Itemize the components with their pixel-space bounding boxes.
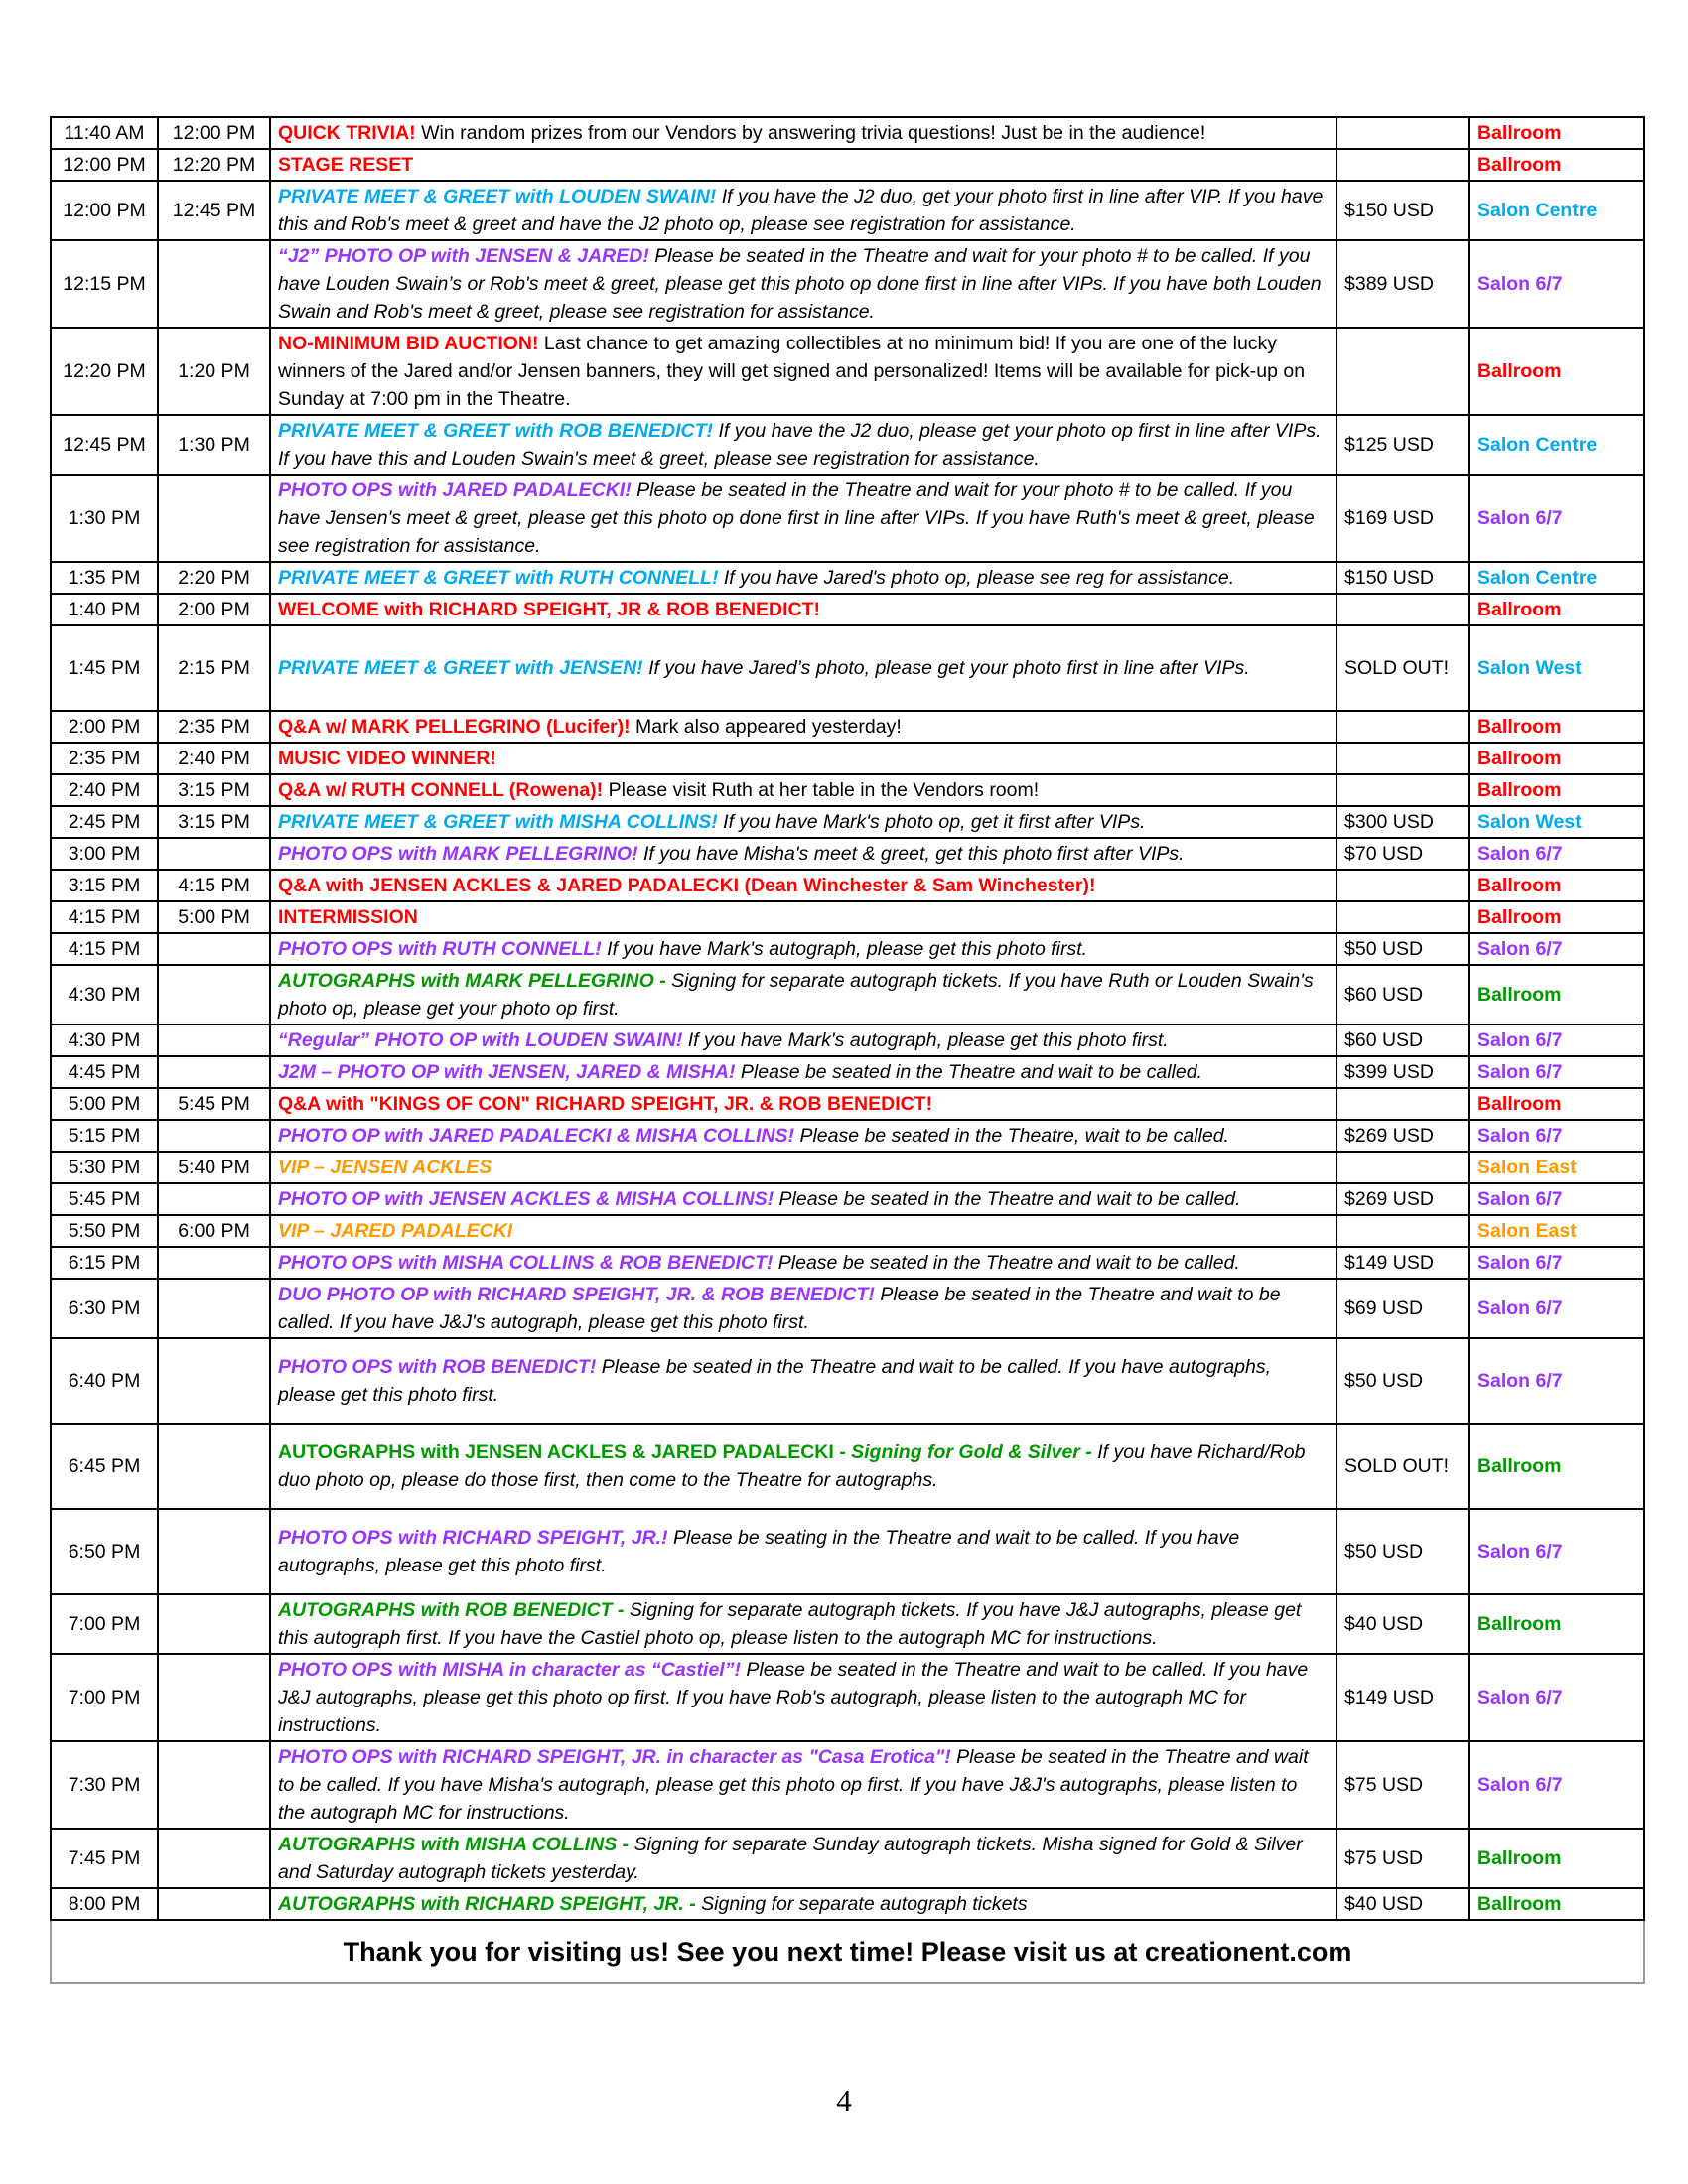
event-description <box>270 594 1336 625</box>
schedule-row <box>51 1888 1644 1920</box>
start-time: 1:30 PM <box>51 475 158 562</box>
room: Salon 6/7 <box>1469 1279 1644 1338</box>
end-time <box>158 1829 270 1888</box>
start-time: 6:50 PM <box>51 1509 158 1594</box>
end-time <box>158 1024 270 1056</box>
price: $389 USD <box>1336 240 1469 328</box>
end-time: 2:15 PM <box>158 625 270 711</box>
event-title: QUICK TRIVIA! <box>278 122 416 144</box>
end-time: 5:45 PM <box>158 1088 270 1120</box>
start-time: 2:00 PM <box>51 711 158 743</box>
room: Salon 6/7 <box>1469 475 1644 562</box>
room: Ballroom <box>1469 117 1644 149</box>
schedule-row <box>51 328 1644 415</box>
room: Ballroom <box>1469 870 1644 901</box>
schedule-row <box>51 1654 1644 1741</box>
event-details: Please be seated in the Theatre, wait to be called. <box>794 1125 1229 1147</box>
event-details: Please be seated in the Theatre and wait to be called. If you have autographs, please get this photo first. <box>278 1356 1272 1406</box>
room: Salon Centre <box>1469 562 1644 594</box>
event-title: PHOTO OPS with MARK PELLEGRINO! <box>278 843 638 865</box>
event-description <box>270 743 1336 774</box>
schedule-row <box>51 838 1644 870</box>
schedule-row <box>51 1247 1644 1279</box>
end-time <box>158 838 270 870</box>
price: $70 USD <box>1336 838 1469 870</box>
event-details: Win random prizes from our Vendors by answering trivia questions! Just be in the audience! <box>415 122 1206 144</box>
schedule-row <box>51 1152 1644 1183</box>
start-time: 5:45 PM <box>51 1183 158 1215</box>
event-details: If you have the J2 duo, get your photo first in line after VIP. If you have this and Rob's meet & greet and have the J2 photo op, please see registration for assistance. <box>278 186 1324 235</box>
schedule-row <box>51 1509 1644 1594</box>
room: Ballroom <box>1469 711 1644 743</box>
event-title: PRIVATE MEET & GREET with MISHA COLLINS! <box>278 811 718 833</box>
start-time: 4:15 PM <box>51 901 158 933</box>
event-description <box>270 1024 1336 1056</box>
price: $150 USD <box>1336 562 1469 594</box>
price: $75 USD <box>1336 1829 1469 1888</box>
event-title: AUTOGRAPHS with ROB BENEDICT - <box>278 1599 625 1621</box>
event-title: AUTOGRAPHS with MARK PELLEGRINO - <box>278 970 666 992</box>
event-description <box>270 870 1336 901</box>
room: Ballroom <box>1469 743 1644 774</box>
event-details: Please be seated in the Theatre and wait to be called. If you have J&J's autograph, please get this photo first. <box>278 1284 1281 1333</box>
event-description <box>270 711 1336 743</box>
event-description <box>270 240 1336 328</box>
price <box>1336 901 1469 933</box>
event-title: PHOTO OP with JARED PADALECKI & MISHA COLLINS! <box>278 1125 795 1147</box>
room: Salon 6/7 <box>1469 1654 1644 1741</box>
schedule-row <box>51 743 1644 774</box>
event-title: PHOTO OP with JENSEN ACKLES & MISHA COLLINS! <box>278 1188 774 1210</box>
schedule-body <box>51 117 1644 1920</box>
event-details: Signing for separate Sunday autograph tickets. Misha signed for Gold & Silver and Saturday autograph tickets yesterday. <box>278 1834 1303 1883</box>
schedule-row <box>51 149 1644 181</box>
event-details: Signing for separate autograph tickets. If you have J&J autographs, please get this autograph first. If you have the Castiel photo op, please listen to the autograph MC for instructions. <box>278 1599 1302 1649</box>
event-details: Please be seated in the Theatre and wait to be called. If you have Misha's autograph, please get this photo op first. If you have J&J's autographs, please listen to the autograph MC for instructions. <box>278 1746 1309 1824</box>
event-description <box>270 1509 1336 1594</box>
start-time: 12:45 PM <box>51 415 158 475</box>
event-description <box>270 181 1336 240</box>
event-details: Please be seated in the Theatre and wait for your photo # to be called. If you have Louden Swain’s or Rob's meet & greet, please get this photo op done first in line after VIPs. If you have both Louden Swain and Rob's meet & greet, please see registration for assistance. <box>278 245 1322 323</box>
end-time: 2:35 PM <box>158 711 270 743</box>
schedule-row <box>51 1424 1644 1509</box>
schedule-row <box>51 965 1644 1024</box>
room: Salon 6/7 <box>1469 1741 1644 1829</box>
end-time <box>158 1741 270 1829</box>
event-details: If you have Jared's photo op, please see reg for assistance. <box>718 567 1235 589</box>
event-details: If you have Jared’s photo, please get your photo first in line after VIPs. <box>642 657 1250 679</box>
schedule-row <box>51 562 1644 594</box>
schedule-row <box>51 774 1644 806</box>
event-title: AUTOGRAPHS with MISHA COLLINS - <box>278 1834 630 1855</box>
event-details: Signing for separate autograph tickets <box>695 1893 1028 1915</box>
price <box>1336 870 1469 901</box>
room: Ballroom <box>1469 1594 1644 1654</box>
price: $399 USD <box>1336 1056 1469 1088</box>
page-number: 4 <box>836 2083 852 2117</box>
event-details: Please be seated in the Theatre and wait to be called. <box>773 1252 1240 1274</box>
event-description <box>270 1279 1336 1338</box>
event-title: Q&A with "KINGS OF CON" RICHARD SPEIGHT, JR. & ROB BENEDICT! <box>278 1093 933 1115</box>
event-description <box>270 1338 1336 1424</box>
start-time: 6:45 PM <box>51 1424 158 1509</box>
price: $300 USD <box>1336 806 1469 838</box>
price: SOLD OUT! <box>1336 625 1469 711</box>
schedule-row <box>51 415 1644 475</box>
end-time: 2:40 PM <box>158 743 270 774</box>
schedule-row <box>51 117 1644 149</box>
room: Salon East <box>1469 1215 1644 1247</box>
start-time: 5:00 PM <box>51 1088 158 1120</box>
price: $60 USD <box>1336 1024 1469 1056</box>
schedule-row <box>51 1829 1644 1888</box>
room: Salon 6/7 <box>1469 1509 1644 1594</box>
start-time: 7:45 PM <box>51 1829 158 1888</box>
end-time <box>158 475 270 562</box>
schedule-row <box>51 870 1644 901</box>
event-details: Signing for separate autograph tickets. If you have Ruth or Louden Swain's photo op, please get your photo op first. <box>278 970 1314 1020</box>
start-time: 2:35 PM <box>51 743 158 774</box>
room: Ballroom <box>1469 328 1644 415</box>
room: Salon 6/7 <box>1469 933 1644 965</box>
event-subtitle: Signing for Gold & Silver - <box>845 1441 1092 1463</box>
event-title: J2M – PHOTO OP with JENSEN, JARED & MISHA! <box>278 1061 736 1083</box>
price <box>1336 711 1469 743</box>
event-title: PHOTO OPS with ROB BENEDICT! <box>278 1356 597 1378</box>
room: Ballroom <box>1469 149 1644 181</box>
event-details: Please be seating in the Theatre and wait to be called. If you have autographs, please get this photo first. <box>278 1527 1240 1576</box>
end-time: 12:00 PM <box>158 117 270 149</box>
schedule-row <box>51 1120 1644 1152</box>
start-time: 5:50 PM <box>51 1215 158 1247</box>
end-time <box>158 933 270 965</box>
start-time: 1:35 PM <box>51 562 158 594</box>
start-time: 2:45 PM <box>51 806 158 838</box>
event-description <box>270 774 1336 806</box>
footer-row <box>51 1920 1644 1983</box>
event-title: Q&A with JENSEN ACKLES & JARED PADALECKI (Dean Winchester & Sam Winchester)! <box>278 875 1096 896</box>
end-time: 12:45 PM <box>158 181 270 240</box>
event-title: VIP – JARED PADALECKI <box>278 1220 513 1242</box>
room: Salon 6/7 <box>1469 1120 1644 1152</box>
start-time: 12:00 PM <box>51 149 158 181</box>
price: $40 USD <box>1336 1888 1469 1920</box>
event-details: Mark also appeared yesterday! <box>630 716 902 738</box>
price <box>1336 774 1469 806</box>
schedule-row <box>51 475 1644 562</box>
event-description <box>270 806 1336 838</box>
event-description <box>270 901 1336 933</box>
price: $60 USD <box>1336 965 1469 1024</box>
start-time: 4:45 PM <box>51 1056 158 1088</box>
end-time <box>158 1183 270 1215</box>
event-description <box>270 1152 1336 1183</box>
event-description <box>270 1056 1336 1088</box>
end-time <box>158 1509 270 1594</box>
price: $149 USD <box>1336 1247 1469 1279</box>
event-description <box>270 1594 1336 1654</box>
start-time: 7:00 PM <box>51 1654 158 1741</box>
end-time <box>158 1888 270 1920</box>
event-description <box>270 328 1336 415</box>
event-title: Q&A w/ MARK PELLEGRINO (Lucifer)! <box>278 716 631 738</box>
schedule-row <box>51 1024 1644 1056</box>
event-description <box>270 1424 1336 1509</box>
event-title: AUTOGRAPHS with RICHARD SPEIGHT, JR. - <box>278 1893 696 1915</box>
price: $150 USD <box>1336 181 1469 240</box>
start-time: 3:15 PM <box>51 870 158 901</box>
event-title: PRIVATE MEET & GREET with RUTH CONNELL! <box>278 567 719 589</box>
schedule-row <box>51 1741 1644 1829</box>
schedule-row <box>51 240 1644 328</box>
start-time: 7:00 PM <box>51 1594 158 1654</box>
event-details: Please visit Ruth at her table in the Vendors room! <box>603 779 1040 801</box>
room: Salon East <box>1469 1152 1644 1183</box>
schedule-row <box>51 1183 1644 1215</box>
schedule-row <box>51 901 1644 933</box>
schedule-row <box>51 594 1644 625</box>
event-title: DUO PHOTO OP with RICHARD SPEIGHT, JR. & ROB BENEDICT! <box>278 1284 875 1305</box>
price <box>1336 743 1469 774</box>
event-description <box>270 117 1336 149</box>
end-time <box>158 1594 270 1654</box>
room: Salon 6/7 <box>1469 240 1644 328</box>
start-time: 8:00 PM <box>51 1888 158 1920</box>
start-time: 4:30 PM <box>51 965 158 1024</box>
start-time: 4:15 PM <box>51 933 158 965</box>
room: Salon 6/7 <box>1469 1024 1644 1056</box>
event-description <box>270 965 1336 1024</box>
event-title: Q&A w/ RUTH CONNELL (Rowena)! <box>278 779 604 801</box>
price <box>1336 149 1469 181</box>
schedule-row <box>51 1088 1644 1120</box>
room: Ballroom <box>1469 901 1644 933</box>
room: Ballroom <box>1469 965 1644 1024</box>
event-title: PRIVATE MEET & GREET with JENSEN! <box>278 657 643 679</box>
event-description <box>270 1183 1336 1215</box>
schedule-table <box>50 116 1645 1984</box>
event-details: If you have Richard/Rob duo photo op, please do those first, then come to the Theatre for autographs. <box>278 1441 1306 1491</box>
schedule-row <box>51 1338 1644 1424</box>
start-time: 12:20 PM <box>51 328 158 415</box>
room: Salon Centre <box>1469 415 1644 475</box>
end-time: 2:00 PM <box>158 594 270 625</box>
room: Salon West <box>1469 625 1644 711</box>
end-time <box>158 1279 270 1338</box>
end-time: 4:15 PM <box>158 870 270 901</box>
schedule-row <box>51 1215 1644 1247</box>
event-description <box>270 475 1336 562</box>
room: Salon 6/7 <box>1469 1183 1644 1215</box>
event-title: “Regular” PHOTO OP with LOUDEN SWAIN! <box>278 1029 683 1051</box>
start-time: 5:30 PM <box>51 1152 158 1183</box>
price <box>1336 1152 1469 1183</box>
price: $269 USD <box>1336 1120 1469 1152</box>
schedule-row <box>51 181 1644 240</box>
price <box>1336 328 1469 415</box>
price: $69 USD <box>1336 1279 1469 1338</box>
price: $50 USD <box>1336 933 1469 965</box>
price: $40 USD <box>1336 1594 1469 1654</box>
end-time: 3:15 PM <box>158 806 270 838</box>
start-time: 2:40 PM <box>51 774 158 806</box>
schedule-row <box>51 1594 1644 1654</box>
room: Salon 6/7 <box>1469 838 1644 870</box>
end-time: 6:00 PM <box>158 1215 270 1247</box>
event-title: PRIVATE MEET & GREET with ROB BENEDICT! <box>278 420 714 442</box>
room: Ballroom <box>1469 594 1644 625</box>
end-time <box>158 965 270 1024</box>
room: Salon 6/7 <box>1469 1338 1644 1424</box>
event-title: NO-MINIMUM BID AUCTION! <box>278 333 539 354</box>
schedule-row <box>51 711 1644 743</box>
start-time: 1:45 PM <box>51 625 158 711</box>
event-title: INTERMISSION <box>278 906 418 928</box>
end-time <box>158 1424 270 1509</box>
event-details: If you have the J2 duo, please get your photo op first in line after VIPs. If you have this and Louden Swain's meet & greet, please see registration for assistance. <box>278 420 1322 470</box>
event-description <box>270 1888 1336 1920</box>
end-time <box>158 1247 270 1279</box>
event-description <box>270 1829 1336 1888</box>
end-time <box>158 1654 270 1741</box>
end-time: 5:00 PM <box>158 901 270 933</box>
event-details: Please be seated in the Theatre and wait to be called. <box>735 1061 1202 1083</box>
end-time: 5:40 PM <box>158 1152 270 1183</box>
event-title: PRIVATE MEET & GREET with LOUDEN SWAIN! <box>278 186 717 207</box>
start-time: 12:00 PM <box>51 181 158 240</box>
schedule-row <box>51 1279 1644 1338</box>
event-title: PHOTO OPS with RICHARD SPEIGHT, JR. in character as "Casa Erotica"! <box>278 1746 951 1768</box>
event-title: AUTOGRAPHS with JENSEN ACKLES & JARED PADALECKI - <box>278 1441 846 1463</box>
event-details: If you have Mark's autograph, please get this photo first. <box>601 938 1088 960</box>
start-time: 6:30 PM <box>51 1279 158 1338</box>
event-description <box>270 1120 1336 1152</box>
schedule-row <box>51 806 1644 838</box>
room: Ballroom <box>1469 1829 1644 1888</box>
price <box>1336 1088 1469 1120</box>
event-title: PHOTO OPS with RICHARD SPEIGHT, JR.! <box>278 1527 668 1549</box>
end-time <box>158 1120 270 1152</box>
event-title: PHOTO OPS with JARED PADALECKI! <box>278 479 632 501</box>
price <box>1336 594 1469 625</box>
end-time: 1:30 PM <box>158 415 270 475</box>
room: Salon West <box>1469 806 1644 838</box>
start-time: 6:15 PM <box>51 1247 158 1279</box>
event-description <box>270 149 1336 181</box>
event-details: If you have Mark's photo op, get it first after VIPs. <box>717 811 1146 833</box>
start-time: 4:30 PM <box>51 1024 158 1056</box>
event-description <box>270 1654 1336 1741</box>
end-time: 2:20 PM <box>158 562 270 594</box>
end-time: 1:20 PM <box>158 328 270 415</box>
schedule-row <box>51 933 1644 965</box>
event-title: PHOTO OPS with RUTH CONNELL! <box>278 938 602 960</box>
start-time: 7:30 PM <box>51 1741 158 1829</box>
end-time <box>158 1056 270 1088</box>
event-title: STAGE RESET <box>278 154 414 176</box>
end-time <box>158 1338 270 1424</box>
start-time: 11:40 AM <box>51 117 158 149</box>
room: Ballroom <box>1469 1424 1644 1509</box>
price <box>1336 1215 1469 1247</box>
event-description <box>270 838 1336 870</box>
event-description <box>270 1741 1336 1829</box>
event-title: WELCOME with RICHARD SPEIGHT, JR & ROB BENEDICT! <box>278 599 821 620</box>
event-description <box>270 625 1336 711</box>
room: Ballroom <box>1469 1088 1644 1120</box>
end-time <box>158 240 270 328</box>
room: Ballroom <box>1469 774 1644 806</box>
event-details: Please be seated in the Theatre and wait to be called. <box>774 1188 1241 1210</box>
schedule-row <box>51 625 1644 711</box>
price: $50 USD <box>1336 1338 1469 1424</box>
event-description <box>270 1088 1336 1120</box>
schedule-row <box>51 1056 1644 1088</box>
event-title: VIP – JENSEN ACKLES <box>278 1157 492 1178</box>
event-description <box>270 1215 1336 1247</box>
event-details: Please be seated in the Theatre and wait to be called. If you have J&J autographs, please get this photo op first. If you have Rob's autograph, please listen to the autograph MC for instructions. <box>278 1659 1309 1736</box>
price: $50 USD <box>1336 1509 1469 1594</box>
event-details: If you have Mark's autograph, please get this photo first. <box>682 1029 1169 1051</box>
price <box>1336 117 1469 149</box>
event-title: PHOTO OPS with MISHA in character as “Castiel”! <box>278 1659 741 1681</box>
price: $75 USD <box>1336 1741 1469 1829</box>
room: Salon 6/7 <box>1469 1247 1644 1279</box>
room: Salon 6/7 <box>1469 1056 1644 1088</box>
start-time: 12:15 PM <box>51 240 158 328</box>
end-time: 12:20 PM <box>158 149 270 181</box>
event-title: MUSIC VIDEO WINNER! <box>278 748 496 769</box>
price: $149 USD <box>1336 1654 1469 1741</box>
event-details: Please be seated in the Theatre and wait for your photo # to be called. If you have Jensen's meet & greet, please get this photo op done first in line after VIPs. If you have Ruth's meet & greet, please see registration for assistance. <box>278 479 1315 557</box>
start-time: 6:40 PM <box>51 1338 158 1424</box>
price: $125 USD <box>1336 415 1469 475</box>
end-time: 3:15 PM <box>158 774 270 806</box>
event-description <box>270 1247 1336 1279</box>
event-details: If you have Misha's meet & greet, get this photo first after VIPs. <box>637 843 1185 865</box>
event-description <box>270 933 1336 965</box>
room: Ballroom <box>1469 1888 1644 1920</box>
event-title: “J2” PHOTO OP with JENSEN & JARED! <box>278 245 649 267</box>
price: $269 USD <box>1336 1183 1469 1215</box>
price: SOLD OUT! <box>1336 1424 1469 1509</box>
event-description <box>270 562 1336 594</box>
room: Salon Centre <box>1469 181 1644 240</box>
start-time: 5:15 PM <box>51 1120 158 1152</box>
event-description <box>270 415 1336 475</box>
event-title: PHOTO OPS with MISHA COLLINS & ROB BENEDICT! <box>278 1252 774 1274</box>
start-time: 3:00 PM <box>51 838 158 870</box>
footer-message: Thank you for visiting us! See you next time! Please visit us at creationent.com <box>51 1920 1644 1983</box>
event-details: Last chance to get amazing collectibles at no minimum bid! If you are one of the lucky winners of the Jared and/or Jensen banners, they will get signed and personalized! Items will be available for pick-up on Sunday at 7:00 pm in the Theatre. <box>278 333 1306 410</box>
price: $169 USD <box>1336 475 1469 562</box>
start-time: 1:40 PM <box>51 594 158 625</box>
